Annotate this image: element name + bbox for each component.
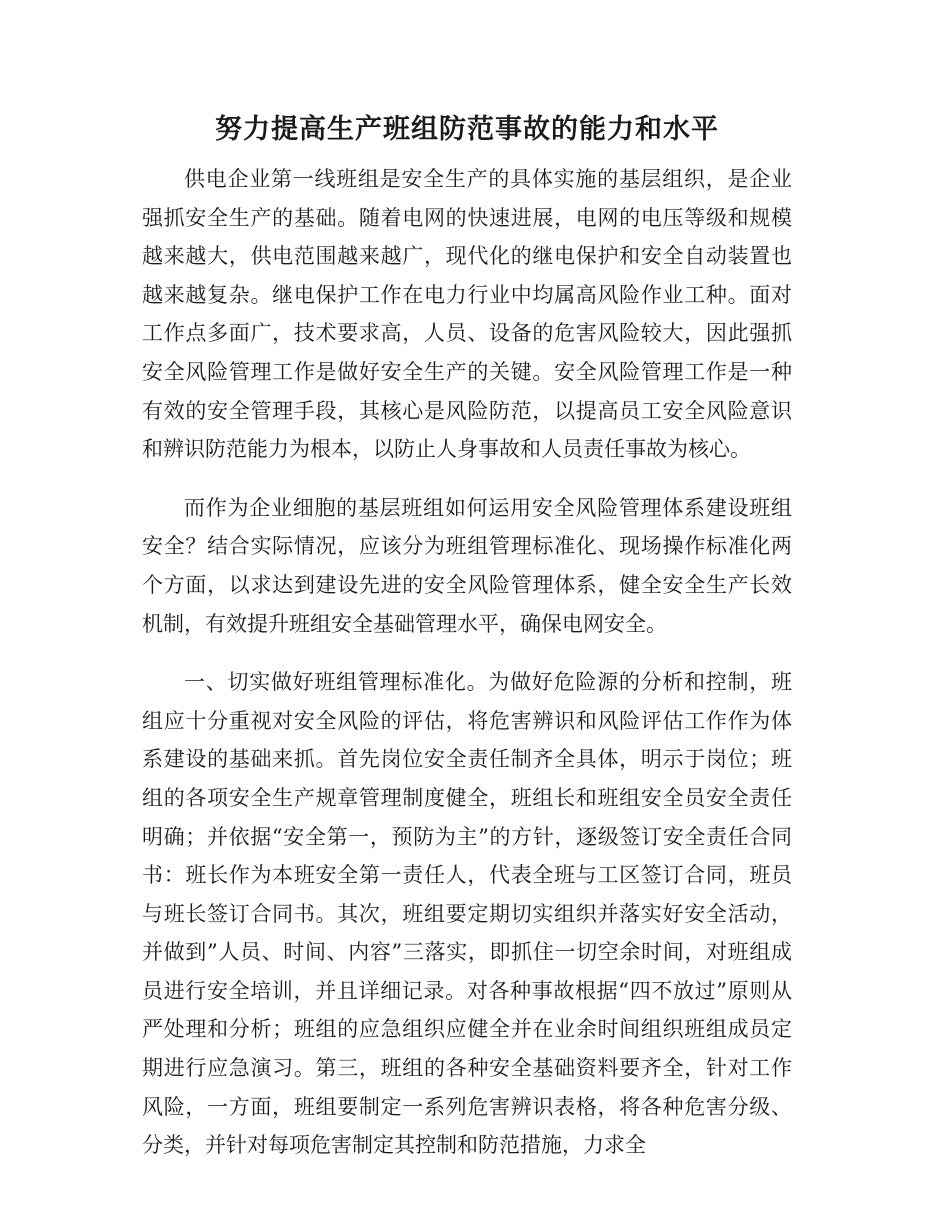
paragraph-intro: 供电企业第一线班组是安全生产的具体实施的基层组织，是企业强抓安全生产的基础。随着电网的快速进展，电网的电压等级和规模越来越大，供电范围越来越广，现代化的继电保护和安全自动装置也越来越复杂。继电保护工作在电力行业中均属高风险作业工种。面对工作点多面广，技术要求高，人员、设备的危害风险较大，因此强抓安全风险管理工作是做好安全生产的关键。安全风险管理工作是一种有效的安全管理手段，其核心是风险防范，以提高员工安全风险意识和辨识防范能力为根本，以防止人身事故和人员责任事故为核心。 xyxy=(142,167,792,462)
document-title: 努力提高生产班组防范事故的能力和水平 xyxy=(215,114,719,145)
paragraph-question: 而作为企业细胞的基层班组如何运用安全风险管理体系建设班组安全？结合实际情况，应该分为班组管理标准化、现场操作标准化两个方面，以求达到建设先进的安全风险管理体系，健全安全生产长效机制，有效提升班组安全基础管理水平，确保电网安全。 xyxy=(142,495,792,636)
document-page xyxy=(142,108,792,1165)
paragraph-section-one: 一、切实做好班组管理标准化。为做好危险源的分析和控制，班组应十分重视对安全风险的评估，将危害辨识和风险评估工作作为体系建设的基础来抓。首先岗位安全责任制齐全具体，明示于岗位；班组的各项安全生产规章管理制度健全，班组长和班组安全员安全责任明确；并依据“安全第一，预防为主”的方针，逐级签订安全责任合同书：班长作为本班安全第一责任人，代表全班与工区签订合同，班员与班长签订合同书。其次，班组要定期切实组织并落实好安全活动，并做到”人员、时间、内容”三落实，即抓住一切空余时间，对班组成员进行安全培训，并且详细记录。对各种事故根据“四不放过”原则从严处理和分析；班组的应急组织应健全并在业余时间组织班组成员定期进行应急演习。第三，班组的各种安全基础资料要齐全，针对工作风险，一方面，班组要制定一系列危害辨识表格，将各种危害分级、分类，并针对每项危害制定其控制和防范措施，力求全 xyxy=(142,670,792,1158)
